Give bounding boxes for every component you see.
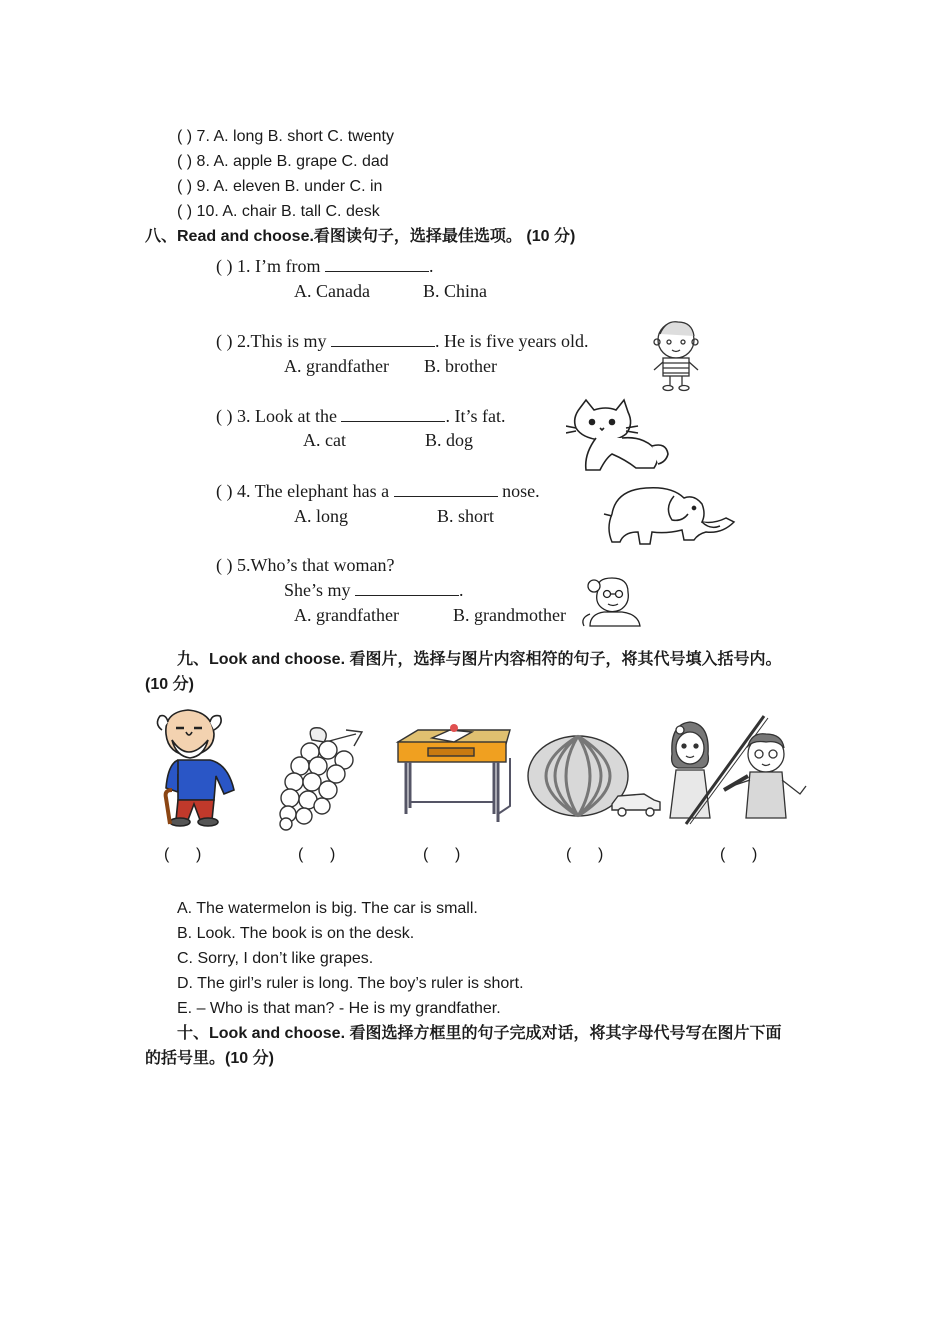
s9-answer-3[interactable]: ( ) — [423, 846, 461, 863]
item-10: ( ) 10. A. chair B. tall C. desk — [177, 203, 380, 220]
answer-blank[interactable] — [325, 257, 429, 272]
s8-q3: ( ) 3. Look at the . It’s fat. — [216, 406, 506, 426]
girl-and-boy-rulers-illustration — [662, 714, 810, 826]
s8-q2-option-a: A. grandfather — [284, 356, 389, 376]
grandfather-illustration — [148, 704, 244, 828]
s8-q5: ( ) 5.Who’s that woman? — [216, 555, 395, 575]
section10-heading-score: 的括号里。(10 分) — [145, 1050, 274, 1067]
answer-blank[interactable] — [355, 581, 459, 596]
watermelon-and-car-illustration — [524, 734, 664, 820]
s8-q1-option-b: B. China — [423, 281, 488, 301]
s8-q3-option-b: B. dog — [425, 430, 474, 450]
section9-heading-score: (10 分) — [145, 676, 194, 693]
s9-option-b: B. Look. The book is on the desk. — [177, 925, 415, 942]
s8-q2-option-b: B. brother — [424, 356, 497, 376]
desk-with-book-illustration — [394, 722, 514, 830]
s8-q5-line2: She’s my . — [284, 580, 464, 600]
section9-heading: 九、Look and choose. 看图片，选择与图片内容相符的句子，将其代号填入括号内。 — [177, 651, 782, 668]
boy-illustration — [648, 318, 704, 392]
s8-q4: ( ) 4. The elephant has a nose. — [216, 481, 540, 501]
s8-q5-option-a: A. grandfather — [294, 605, 399, 625]
s9-option-c: C. Sorry, I don’t like grapes. — [177, 950, 374, 967]
s9-answer-4[interactable]: ( ) — [566, 846, 604, 863]
grapes-illustration — [266, 720, 372, 832]
s8-q4-option-b: B. short — [437, 506, 495, 526]
s9-answer-1[interactable]: ( ) — [164, 846, 202, 863]
item-8: ( ) 8. A. apple B. grape C. dad — [177, 153, 389, 170]
elephant-illustration — [602, 484, 738, 548]
cat-illustration — [566, 398, 672, 476]
s8-q3-option-a: A. cat — [303, 430, 346, 450]
s9-option-d: D. The girl’s ruler is long. The boy’s ruler is short. — [177, 975, 524, 992]
s8-q2: ( ) 2.This is my . He is five years old. — [216, 331, 589, 351]
s9-option-e: E. – Who is that man? - He is my grandfather. — [177, 1000, 501, 1017]
item-7: ( ) 7. A. long B. short C. twenty — [177, 128, 394, 145]
grandmother-illustration — [580, 574, 646, 628]
s8-q1-option-a: A. Canada — [294, 281, 370, 301]
s9-answer-2[interactable]: ( ) — [298, 846, 336, 863]
s8-q4-option-a: A. long — [294, 506, 348, 526]
answer-blank[interactable] — [341, 407, 445, 422]
section10-heading: 十、Look and choose. 看图选择方框里的句子完成对话，将其字母代号写在图片下面 — [177, 1025, 782, 1042]
s9-answer-5[interactable]: ( ) — [720, 846, 758, 863]
s8-q1: ( ) 1. I’m from . — [216, 256, 434, 276]
item-9: ( ) 9. A. eleven B. under C. in — [177, 178, 383, 195]
section8-heading: 八、Read and choose.看图读句子，选择最佳选项。 (10 分) — [145, 228, 576, 245]
s8-q5-option-b: B. grandmother — [453, 605, 566, 625]
s9-option-a: A. The watermelon is big. The car is small. — [177, 900, 478, 917]
answer-blank[interactable] — [331, 332, 435, 347]
answer-blank[interactable] — [394, 482, 498, 497]
